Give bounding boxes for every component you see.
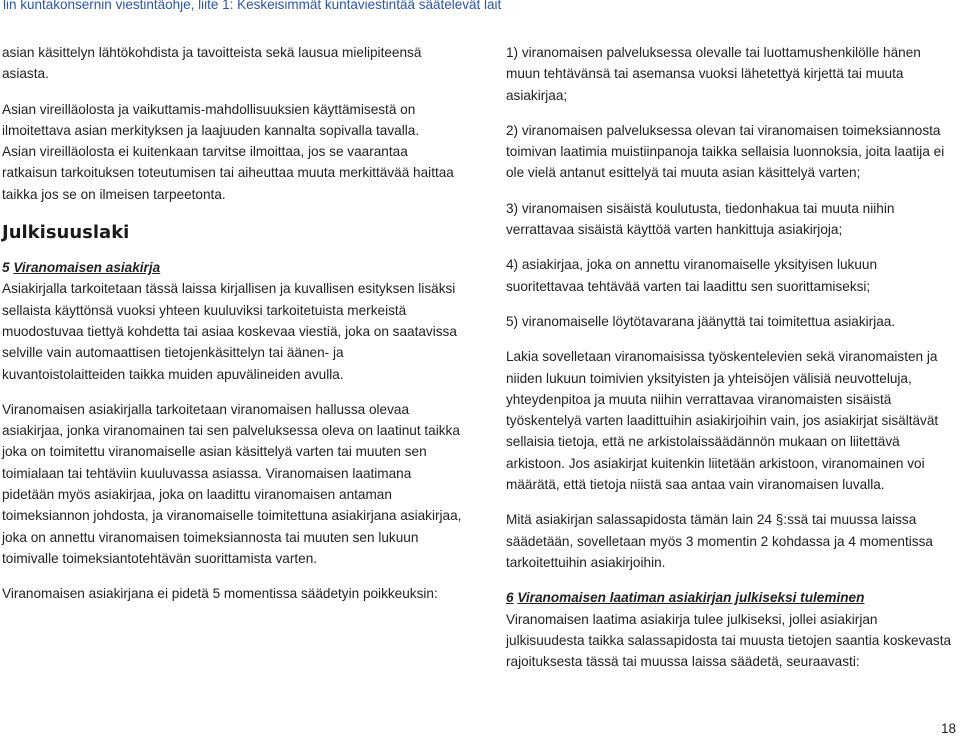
paragraph: Mitä asiakirjan salassapidosta tämän lain 24 §:ssä tai muussa laissa säädetään, sovelletaan myös 3 momentin 2 kohdassa ja 4 momentissa tarkoitettuihin asiakirjoihin. [506,512,933,570]
section-heading: Julkisuuslaki [2,222,130,244]
section-title [506,587,956,608]
paragraph: Viranomaisen asiakirjana ei pidetä 5 momentissa säädetyin poikkeuksin: [2,586,438,602]
paragraph: Asian vireilläolosta ei kuitenkaan tarvitse ilmoittaa, jos se vaarantaa ratkaisun tarkoituksen toteutumisen tai aiheuttaa muuta merkittävää haittaa taikka jos se on ilmeisen tarpeetonta. [2,144,454,202]
section-title [2,257,462,278]
section-number: 6 [506,590,514,606]
right-column [506,42,956,672]
page-number: 18 [940,721,956,736]
paragraph: Lakia sovelletaan viranomaisissa työskentelevien sekä viranomaisten ja niiden lukuun toimivien yksityisten ja yhteisöjen välisiä neuvotteluja, yhteydenpitoa ja muuta niihin verrattavaa viranomaisten sisäistä työskentelyä varten laadittuihin asiakirjoihin vain, jos asiakirjat sisältävät sellaisia tietoja, että ne arkistolaissäädännön mukaan on liitettävä arkistoon. Jos asiakirjat kuitenkin liitetään arkistoon, viranomainen voi määrätä, että tietoja niistä saa antaa vain viranomaisen luvalla. [506,349,939,493]
section-number: 5 [2,260,10,276]
list-item: 4) asiakirjaa, joka on annettu viranomaiselle yksityisen lukuun suoritettavaa tehtävää varten tai laadittu sen suorittamiseksi; [506,257,878,294]
page-header: lin kuntakonsernin viestintäohje, liite 1: Keskeisimmät kuntaviestintää säätelevät lait [3,0,502,12]
paragraph: Viranomaisen laatima asiakirja tulee julkiseksi, jollei asiakirjan julkisuudesta taikka salassapidosta tai muusta tietojen saantia koskevasta rajoituksesta tässä tai muussa laissa säädetä, seuraavasti: [506,611,952,670]
list-item: 3) viranomaisen sisäistä koulutusta, tiedonhakua tai muuta niihin verrattavaa sisäistä käyttöä varten hankittuja asiakirjoja; [506,200,895,238]
paragraph: Asian vireilläolosta ja vaikuttamis-mahdollisuuksien käyttämisestä on ilmoitettava asian merkityksen ja laajuuden kannalta sopivalla tavalla. [2,101,420,138]
section-title-text: Viranomaisen laatiman asiakirjan julkiseksi tuleminen [517,590,865,606]
list-item: 1) viranomaisen palveluksessa olevalle tai luottamushenkilölle hänen muun tehtävänsä tai asemansa vuoksi lähetettyä kirjettä tai muuta asiakirjaa; [506,45,921,103]
paragraph: Viranomaisen asiakirjalla tarkoitetaan viranomaisen hallussa olevaa asiakirjaa, jonka viranomainen tai sen palveluksessa oleva on laatinut taikka joka on toimitettu viranomaiselle asian käsittelyä varten tai muuten sen toimialaan tai tehtäviin kuuluvassa asiassa. Viranomaisen laatimana pidetään myös asiakirjaa, joka on laadittu viranomaisen antaman toimeksiannon johdosta, ja viranomaiselle toimitettuna asiakirjana asiakirjaa, joka on annettu viranomaisen toimeksiannosta tai muuten sen lukuun toimivalle toimeksiantotehtävän suorittamista varten. [2,401,462,566]
list-item: 5) viranomaiselle löytötavarana jäänyttä tai toimitettua asiakirjaa. [506,313,896,329]
paragraph: asian käsittelyn lähtökohdista ja tavoitteista sekä lausua mielipiteensä asiasta. [2,45,422,82]
left-column [2,42,462,605]
list-item: 2) viranomaisen palveluksessa olevan tai viranomaisen toimeksiannosta toimivan laatimia muistiinpanoja taikka sellaisia luonnoksia, joita laatija ei ole vielä antanut esittelyä tai muuta asian käsittelyä varten; [506,122,945,181]
section-title-text: Viranomaisen asiakirja [13,260,161,276]
paragraph: Asiakirjalla tarkoitetaan tässä laissa kirjallisen ja kuvallisen esityksen lisäksi sellaista käyttönsä vuoksi yhteen kuuluviksi tarkoitetuista merkeistä muodostuvaa tiettyä kohdetta tai asiaa koskevaa viestiä, joka on saatavissa selville vain automaattisen tietojenkäsittelyn tai äänen- ja kuvantoistolaitteiden taikka muiden apuvälineiden avulla. [2,281,457,382]
